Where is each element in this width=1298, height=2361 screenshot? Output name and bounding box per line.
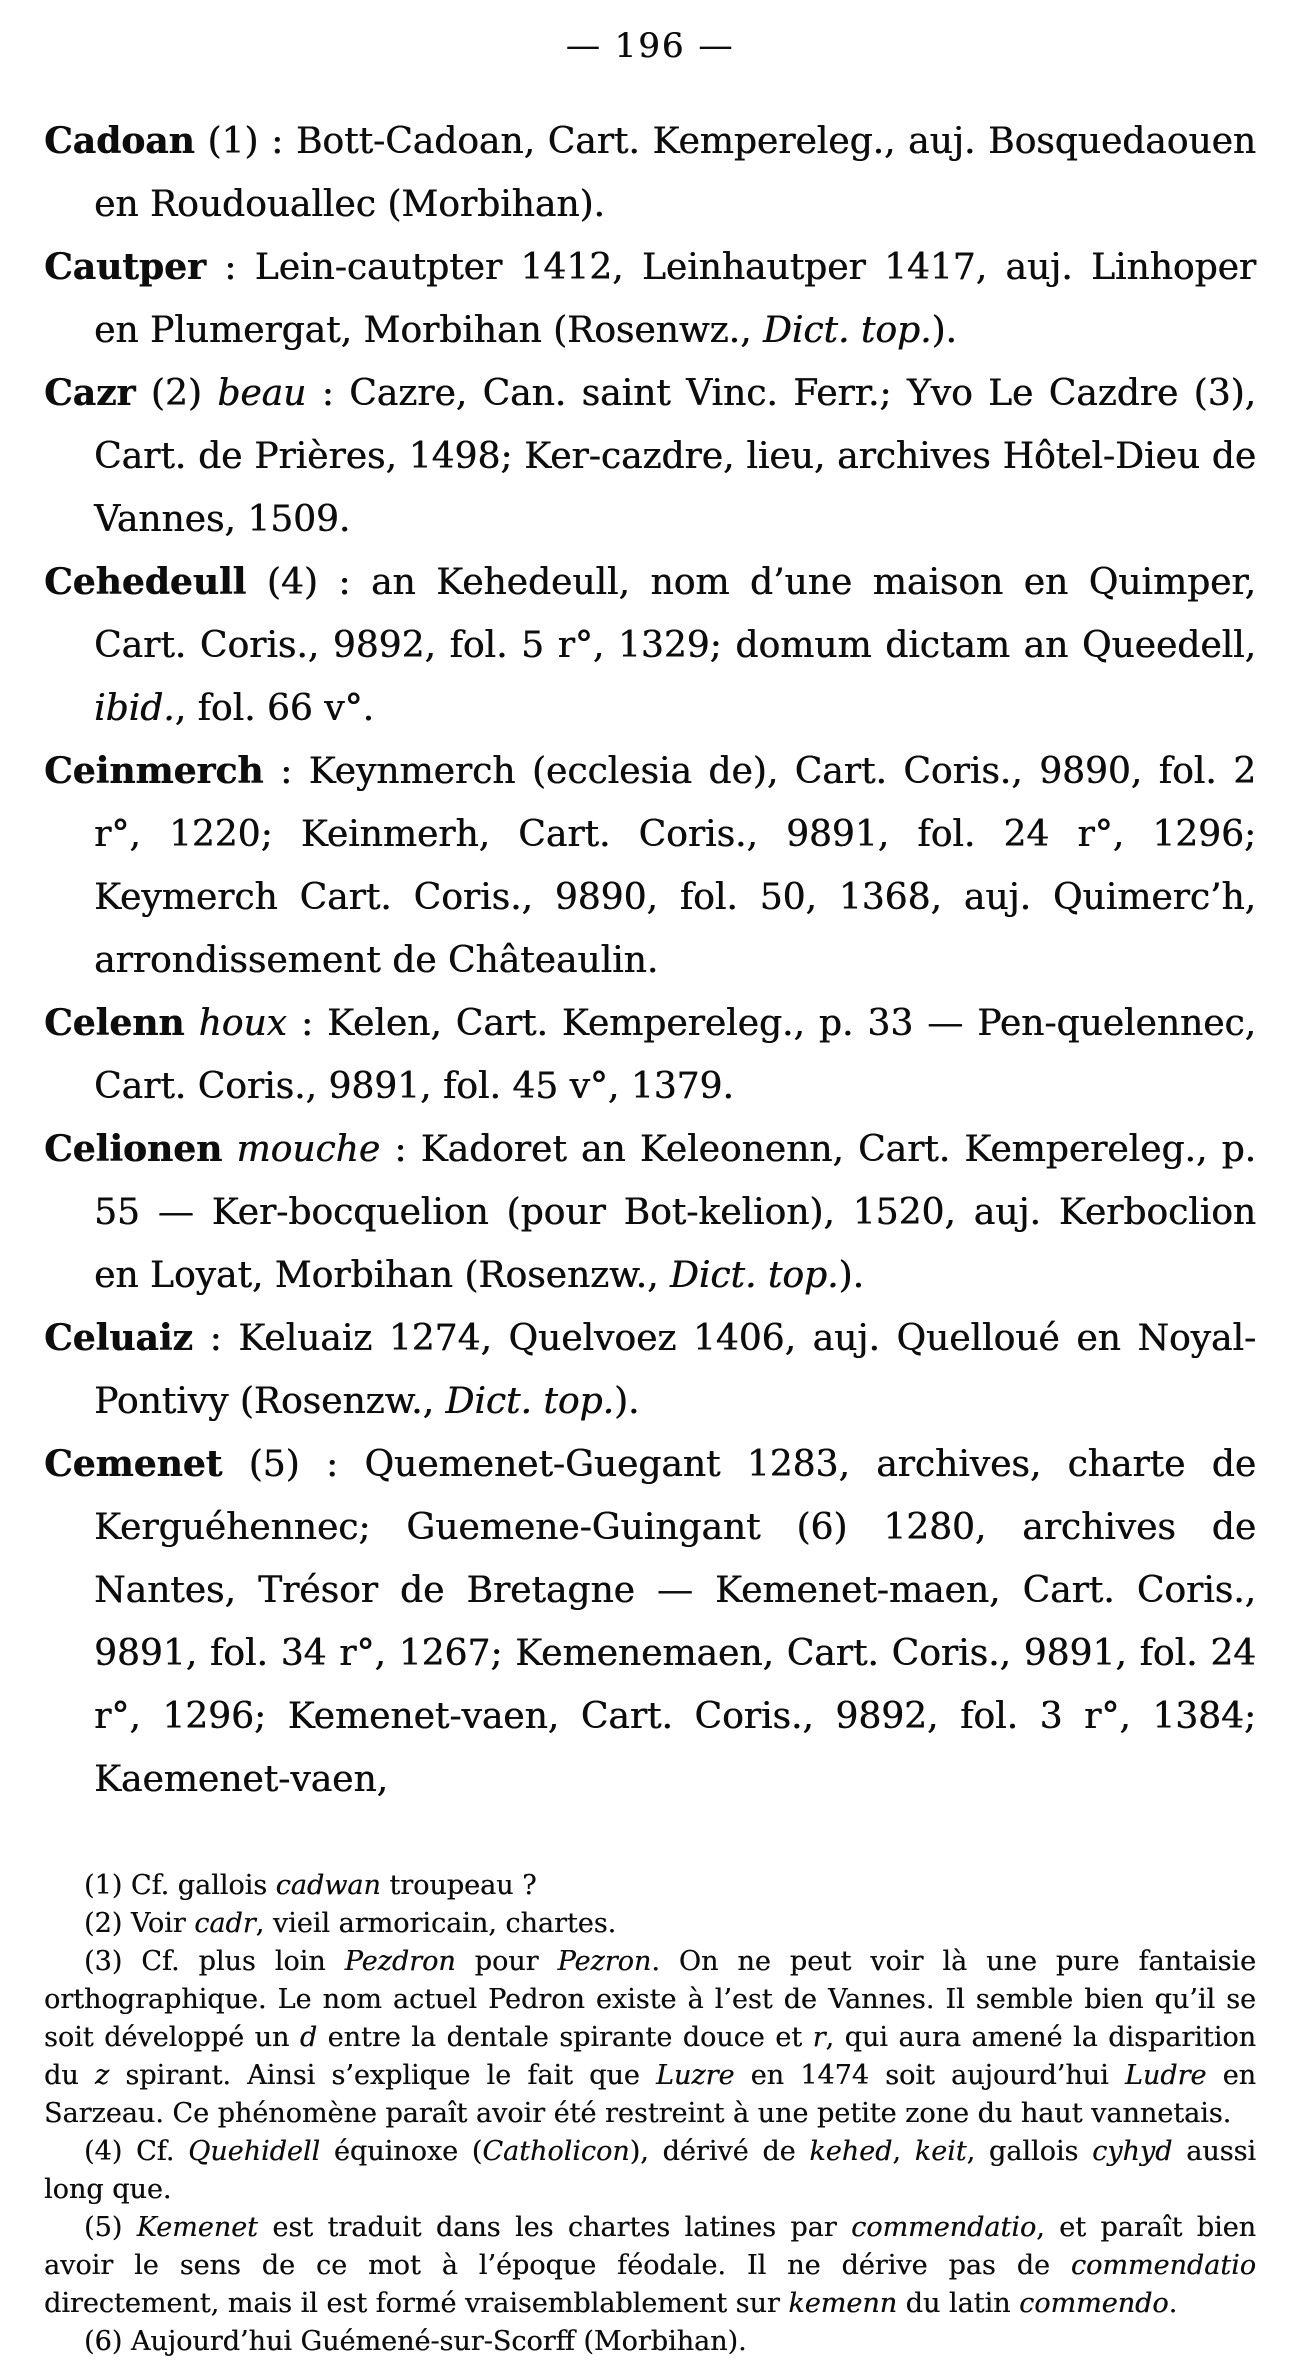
text-segment: : Kadoret an Keleonenn, Cart. Kempereleg., p. 55 — Ker-bocquelion (pour Bot-kelion), 1520, auj. Kerboclion en Loyat, Morbihan (Rosenzw., [94, 1129, 1256, 1296]
text-segment: ibid. [94, 688, 175, 729]
headword: Cadoan [44, 120, 195, 162]
text-segment: beau [217, 373, 307, 414]
text-segment: Pezdron [344, 1946, 456, 1977]
text-segment: troupeau ? [380, 1870, 537, 1901]
text-segment: cadr [194, 1908, 256, 1939]
entries-section [44, 110, 1256, 1811]
text-segment: du latin [897, 2288, 1020, 2319]
text-segment: cyhyd [1092, 2136, 1173, 2167]
text-segment: équinoxe ( [320, 2136, 483, 2167]
text-segment: (6) Aujourd’hui Guémené-sur-Scorff (Morbihan). [84, 2326, 747, 2357]
text-segment: r [812, 2022, 826, 2053]
text-segment: (4) : an Kehedeull, nom d’une maison en Quimper, Cart. Coris., 9892, fol. 5 r°, 1329; domum dictam an Queedell, [94, 562, 1256, 666]
text-segment: commendatio [851, 2212, 1037, 2243]
headword: Cazr [44, 372, 136, 414]
dictionary-entry [44, 992, 1256, 1118]
text-segment: cadwan [275, 1870, 381, 1901]
text-segment: (5) [84, 2212, 137, 2243]
text-segment: (5) : Quemenet-Guegant 1283, archives, charte de Kerguéhennec; Guemene-Guingant (6) 1280, archives de Nantes, Trésor de Bretagne — Kemenet-maen, Cart. Coris., 9891, fol. 34 r°, 1267; Kemenemaen, Cart. Coris., 9891, fol. 24 r°, 1296; Kemenet-vaen, Cart. Coris., 9892, fol. 3 r°, 1384; Kaemenet-vaen, [94, 1444, 1256, 1800]
dictionary-entry [44, 236, 1256, 362]
headword: Ceinmerch [44, 750, 264, 792]
dictionary-entry [44, 740, 1256, 992]
text-segment: , et paraît bien avoir le sens de ce mot à l’époque féodale. Il ne dérive pas de [44, 2212, 1257, 2281]
text-segment: : Kelen, Cart. Kempereleg., p. 33 — Pen-quelennec, Cart. Coris., 9891, fol. 45 v°, 1379. [94, 1003, 1257, 1107]
headword: Cemenet [44, 1443, 223, 1485]
text-segment: Dict. top. [669, 1255, 839, 1296]
text-segment: pour [455, 1946, 558, 1977]
page-number: — 196 — [565, 26, 735, 66]
text-segment: d [299, 2022, 318, 2053]
text-segment: Catholicon [482, 2136, 630, 2167]
text-segment: , fol. 66 v°. [174, 688, 374, 729]
text-segment: Quehidell [188, 2136, 321, 2167]
text-segment: en Sarzeau. Ce phénomène paraît avoir été restreint à une petite zone du haut vannetais. [44, 2060, 1257, 2129]
dictionary-entry [44, 362, 1256, 551]
dictionary-entry [44, 1433, 1256, 1811]
text-segment: ). [931, 310, 957, 351]
text-segment: (1) Cf. gallois [84, 1870, 276, 1901]
text-segment: . On ne peut voir là une pure fantaisie orthographique. Le nom actuel Pedron existe à l’est de Vannes. Il semble bien qu’il se soit développé un [44, 1946, 1256, 2053]
text-segment: : Lein-cautpter 1412, Leinhautper 1417, auj. Linhoper en Plumergat, Morbihan (Rosenwz., [94, 247, 1256, 351]
headword: Celuaiz [44, 1317, 193, 1359]
text-segment: (3) Cf. plus loin [84, 1946, 345, 1977]
text-segment: aussi long que. [44, 2136, 1257, 2205]
text-segment: Dict. top. [762, 310, 932, 351]
text-segment: kehed [809, 2136, 893, 2167]
text-segment: keit [914, 2136, 967, 2167]
text-segment: Pezron [557, 1946, 652, 1977]
headword: Celionen [44, 1128, 223, 1170]
text-segment: , vieil armoricain, chartes. [255, 1908, 617, 1939]
text-segment: : Keynmerch (ecclesia de), Cart. Coris., 9890, fol. 2 r°, 1220; Keinmerh, Cart. Coris., 9891, fol. 24 r°, 1296; Keymerch Cart. Coris., 9890, fol. 50, 1368, auj. Quimerc’h, arrondissement de Châteaulin. [94, 751, 1256, 981]
footnote [44, 1905, 1256, 1943]
headword: Celenn [44, 1002, 185, 1044]
text-segment [184, 1003, 198, 1044]
text-segment: en 1474 soit aujourd’hui [734, 2060, 1125, 2091]
text-segment: . [1168, 2288, 1178, 2319]
text-segment: directement, mais il est formé vraisemblablement sur [44, 2288, 789, 2319]
text-segment: (2) Voir [84, 1908, 195, 1939]
text-segment: ). [838, 1255, 864, 1296]
headword: Cautper [44, 246, 206, 288]
text-segment: Kemenet [136, 2212, 258, 2243]
text-segment [222, 1129, 236, 1170]
footnote [44, 2133, 1256, 2209]
text-segment: z [94, 2060, 110, 2091]
text-segment: (2) [135, 373, 218, 414]
text-segment: est traduit dans les chartes latines par [257, 2212, 852, 2243]
text-segment: , [892, 2136, 915, 2167]
dictionary-entry [44, 110, 1256, 236]
text-segment: Dict. top. [445, 1381, 614, 1422]
dictionary-entry [44, 1118, 1256, 1307]
text-segment: ), dérivé de [629, 2136, 810, 2167]
text-segment: commendatio [1070, 2250, 1256, 2281]
text-segment: Luzre [656, 2060, 735, 2091]
text-segment: commendo [1019, 2288, 1169, 2319]
text-segment: (1) : Bott-Cadoan, Cart. Kempereleg., auj. Bosquedaouen en Roudouallec (Morbihan). [94, 121, 1256, 225]
footnote [44, 2323, 1256, 2361]
text-segment: , qui aura amené la disparition du [44, 2022, 1256, 2091]
headword: Cehedeull [44, 561, 247, 603]
footnote [44, 2209, 1256, 2323]
dictionary-entry [44, 551, 1256, 740]
text-segment: spirant. Ainsi s’explique le fait que [109, 2060, 656, 2091]
text-segment: (4) Cf. [84, 2136, 189, 2167]
text-segment: houx [198, 1003, 287, 1044]
text-segment: entre la dentale spirante douce et [317, 2022, 813, 2053]
text-segment: mouche [236, 1129, 381, 1170]
footnote [44, 1943, 1256, 2133]
text-segment: , gallois [966, 2136, 1093, 2167]
text-segment: : Keluaiz 1274, Quelvoez 1406, auj. Quelloué en Noyal-Pontivy (Rosenzw., [94, 1318, 1256, 1422]
footnotes-section [44, 1867, 1256, 2361]
text-segment: Ludre [1124, 2060, 1207, 2091]
text-segment: kemenn [788, 2288, 898, 2319]
footnote [44, 1867, 1256, 1905]
text-segment: ). [613, 1381, 640, 1422]
dictionary-entry [44, 1307, 1256, 1433]
text-segment: : Cazre, Can. saint Vinc. Ferr.; Yvo Le Cazdre (3), Cart. de Prières, 1498; Ker-cazdre, lieu, archives Hôtel-Dieu de Vannes, 1509. [94, 373, 1256, 540]
